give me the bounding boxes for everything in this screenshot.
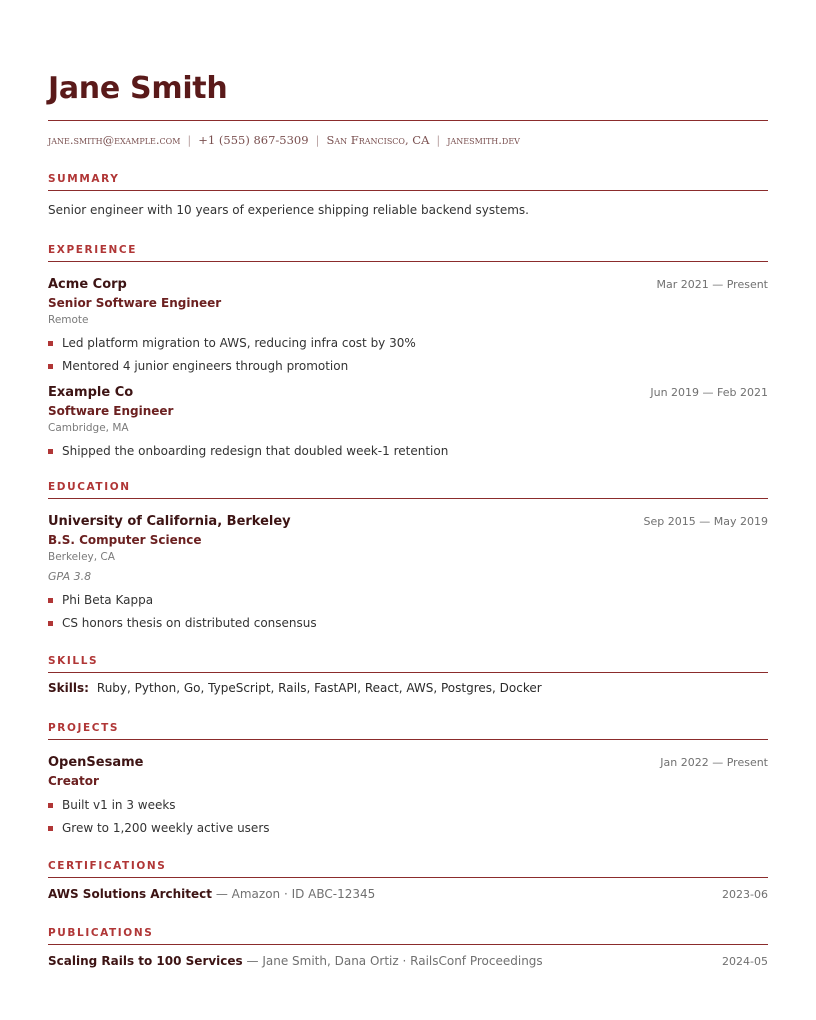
square-bullet-icon <box>48 621 53 626</box>
education-section <box>48 480 768 632</box>
employment-dates: Jun 2019 — Feb 2021 <box>650 386 768 399</box>
square-bullet-icon <box>48 364 53 369</box>
square-bullet-icon <box>48 449 53 454</box>
job-title: Software Engineer <box>48 404 174 418</box>
employer-name: Acme Corp <box>48 277 127 292</box>
project-role: Creator <box>48 774 99 788</box>
contact-line <box>48 132 768 148</box>
honor-item <box>48 591 768 609</box>
publication-authors: — Jane Smith, Dana Ortiz · RailsConf Proceedings <box>242 954 543 968</box>
publication-date: 2024-05 <box>722 955 768 968</box>
achievement-text: Led platform migration to AWS, reducing infra cost by 30% <box>62 336 416 350</box>
square-bullet-icon <box>48 826 53 831</box>
achievement-item <box>48 357 768 375</box>
achievement-text: Shipped the onboarding redesign that doubled week-1 retention <box>62 444 449 458</box>
project-entry <box>48 753 768 837</box>
degree: B.S. Computer Science <box>48 533 202 547</box>
education-entry <box>48 512 768 632</box>
project-dates: Jan 2022 — Present <box>660 756 768 769</box>
skills-section <box>48 654 768 697</box>
contact-separator: | <box>436 133 441 147</box>
employment-dates: Mar 2021 — Present <box>656 278 768 291</box>
honor-item <box>48 614 768 632</box>
section-title-skills: SKILLS <box>48 654 768 673</box>
project-name: OpenSesame <box>48 755 144 770</box>
skills-list: Ruby, Python, Go, TypeScript, Rails, FastAPI, React, AWS, Postgres, Docker <box>96 681 542 695</box>
highlight-text: Grew to 1,200 weekly active users <box>62 821 270 835</box>
summary-text: Senior engineer with 10 years of experience shipping reliable backend systems. <box>48 203 529 217</box>
achievement-item <box>48 442 768 460</box>
summary-section <box>48 172 768 219</box>
projects-section <box>48 721 768 837</box>
education-dates: Sep 2015 — May 2019 <box>643 515 768 528</box>
section-title-projects: PROJECTS <box>48 721 768 740</box>
school-name: University of California, Berkeley <box>48 514 291 529</box>
square-bullet-icon <box>48 341 53 346</box>
contact-separator: | <box>187 133 192 147</box>
experience-section <box>48 243 768 460</box>
publications-section <box>48 926 768 971</box>
honor-text: CS honors thesis on distributed consensus <box>62 616 317 630</box>
highlight-text: Built v1 in 3 weeks <box>62 798 176 812</box>
honors-list <box>48 591 768 632</box>
achievement-text: Mentored 4 junior engineers through promotion <box>62 359 349 373</box>
employer-name: Example Co <box>48 385 134 400</box>
highlight-item <box>48 796 768 814</box>
experience-entry <box>48 275 768 375</box>
achievement-item <box>48 334 768 352</box>
square-bullet-icon <box>48 803 53 808</box>
certification-name: AWS Solutions Architect <box>48 887 213 901</box>
certification-issuer: — Amazon · ID ABC-12345 <box>212 887 376 901</box>
honor-text: Phi Beta Kappa <box>62 593 154 607</box>
certification-date: 2023-06 <box>722 888 768 901</box>
section-title-education: EDUCATION <box>48 480 768 499</box>
square-bullet-icon <box>48 598 53 603</box>
skills-line <box>48 679 768 697</box>
section-title-experience: EXPERIENCE <box>48 243 768 262</box>
resume-page <box>48 0 768 971</box>
contact-separator: | <box>315 133 320 147</box>
header-divider <box>48 120 768 121</box>
skills-label: Skills: <box>48 681 89 695</box>
achievement-list <box>48 442 768 460</box>
experience-entry <box>48 383 768 460</box>
certifications-section <box>48 859 768 904</box>
achievement-list <box>48 334 768 375</box>
certification-row <box>48 885 768 904</box>
job-title: Senior Software Engineer <box>48 296 222 310</box>
highlight-item <box>48 819 768 837</box>
job-location: Remote <box>48 314 89 326</box>
job-location: Cambridge, MA <box>48 422 129 434</box>
school-location: Berkeley, CA <box>48 551 115 563</box>
candidate-name: Jane Smith <box>48 71 228 106</box>
section-title-certifications: CERTIFICATIONS <box>48 859 768 878</box>
publication-row <box>48 952 768 971</box>
contact-email[interactable]: jane.smith@example.com <box>48 133 181 147</box>
project-highlights <box>48 796 768 837</box>
section-title-summary: SUMMARY <box>48 172 768 191</box>
contact-website[interactable]: janesmith.dev <box>447 133 520 147</box>
section-title-publications: PUBLICATIONS <box>48 926 768 945</box>
contact-location: San Francisco, CA <box>326 133 430 147</box>
publication-title: Scaling Rails to 100 Services <box>48 954 243 968</box>
gpa: GPA 3.8 <box>48 570 92 583</box>
contact-phone[interactable]: +1 (555) 867-5309 <box>198 133 309 147</box>
